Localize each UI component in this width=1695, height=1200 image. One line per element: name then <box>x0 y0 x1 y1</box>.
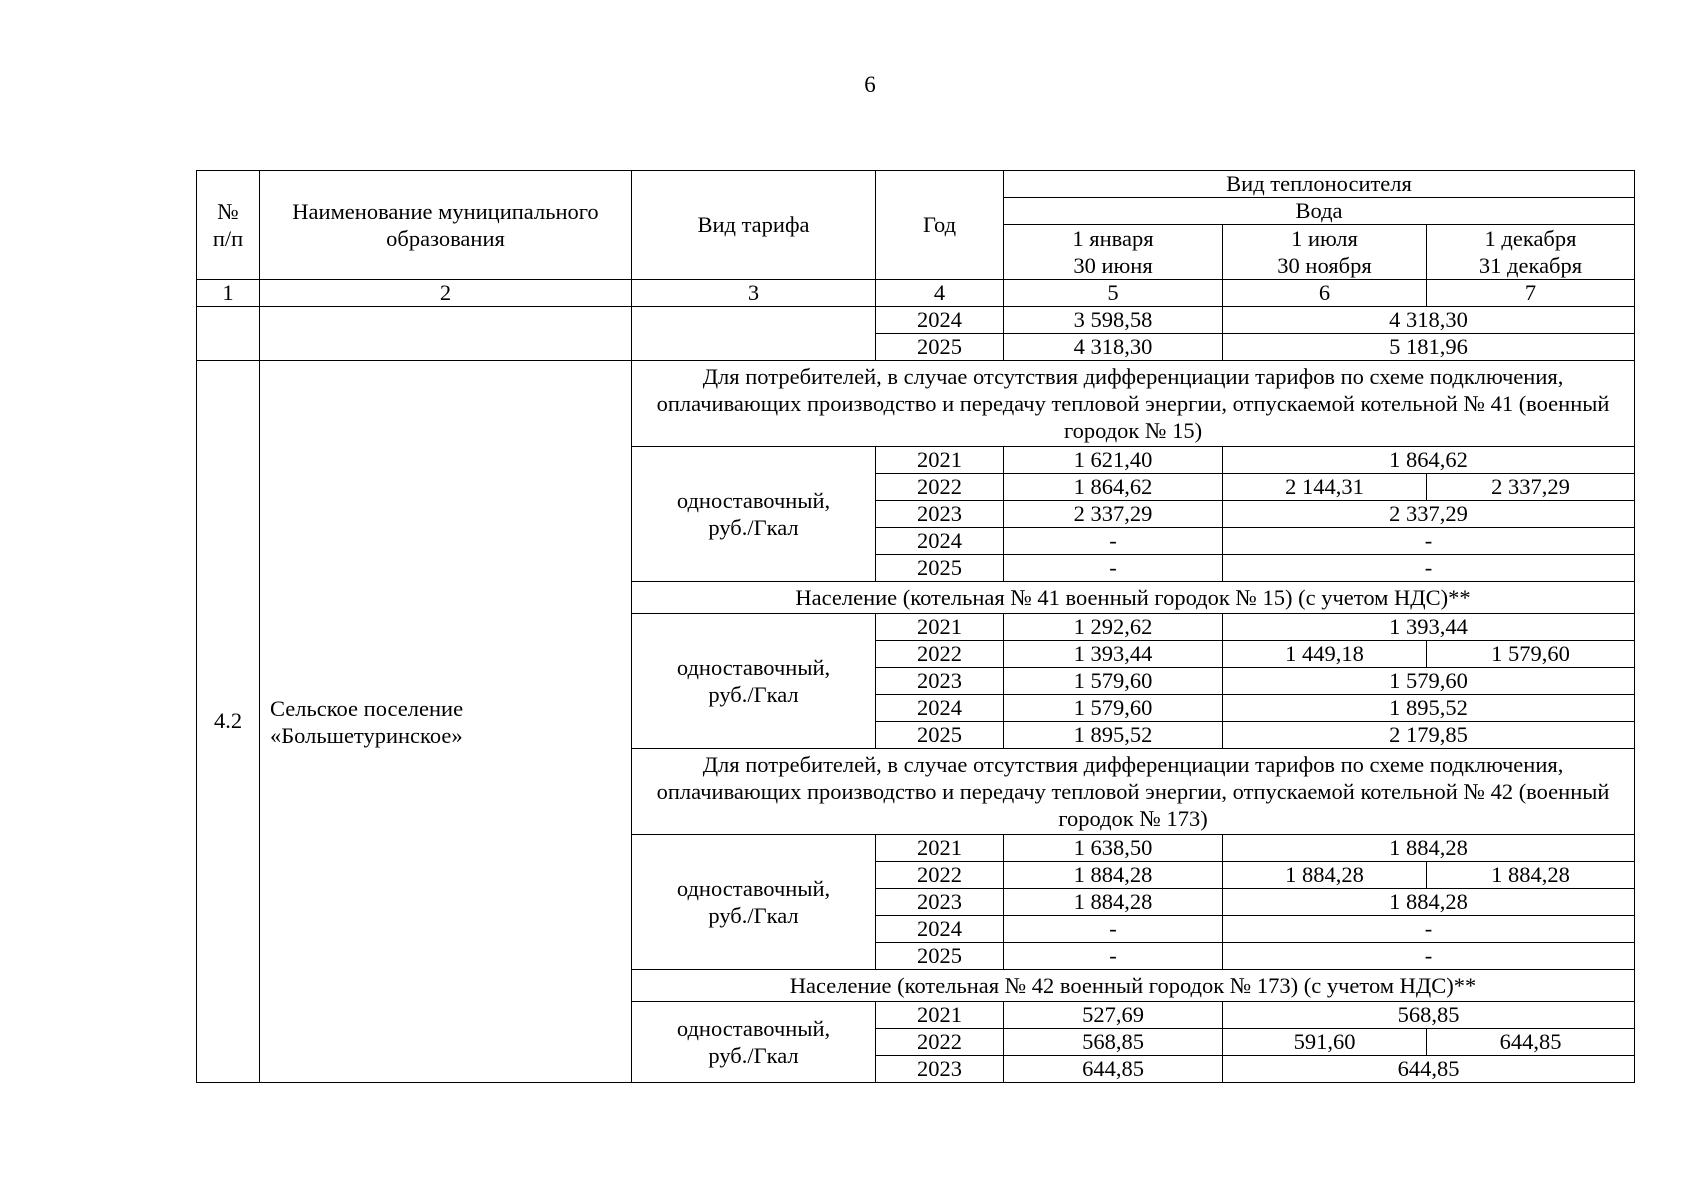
value-cell: 2 179,85 <box>1223 722 1635 749</box>
empty-cell <box>197 307 260 361</box>
value-cell: 644,85 <box>1004 1056 1223 1083</box>
section-title: Для потребителей, в случае отсутствия дифференциации тарифов по схеме подключения, оплачивающих производство и передачу тепловой энергии, отпускаемой котельной № 41 (военный городок № 15) <box>632 361 1635 447</box>
value-cell: 2 337,29 <box>1223 501 1635 528</box>
value-cell: 1 864,62 <box>1223 447 1635 474</box>
year-cell: 2023 <box>876 501 1004 528</box>
value-cell: 4 318,30 <box>1004 334 1223 361</box>
header-row-1 <box>197 171 1635 198</box>
year-cell: 2023 <box>876 1056 1004 1083</box>
column-number: 2 <box>260 280 632 307</box>
tariff-type-cell: одноставочный, руб./Гкал <box>632 835 876 970</box>
section-title-row <box>197 361 1635 447</box>
value-cell: 1 884,28 <box>1223 835 1635 862</box>
value-cell: 1 638,50 <box>1004 835 1223 862</box>
table-body <box>197 171 1635 1083</box>
section-title: Население (котельная № 41 военный городок № 15) (с учетом НДС)** <box>632 582 1635 614</box>
year-cell: 2021 <box>876 835 1004 862</box>
column-number: 3 <box>632 280 876 307</box>
value-cell: 1 579,60 <box>1004 695 1223 722</box>
value-cell: 527,69 <box>1004 1002 1223 1029</box>
value-cell: - <box>1004 916 1223 943</box>
value-cell: - <box>1223 555 1635 582</box>
municipality-name: Сельское поселение «Большетуринское» <box>260 361 632 1083</box>
value-cell: 1 864,62 <box>1004 474 1223 501</box>
value-cell: 644,85 <box>1223 1056 1635 1083</box>
value-cell: 1 621,40 <box>1004 447 1223 474</box>
value-cell: 1 884,28 <box>1004 862 1223 889</box>
year-cell: 2021 <box>876 1002 1004 1029</box>
column-number: 7 <box>1427 280 1635 307</box>
value-cell: 2 144,31 <box>1223 474 1427 501</box>
header-period-3: 1 декабря 31 декабря <box>1427 225 1635 280</box>
header-period-1: 1 января 30 июня <box>1004 225 1223 280</box>
value-cell: 568,85 <box>1223 1002 1635 1029</box>
year-cell: 2021 <box>876 447 1004 474</box>
value-cell: 4 318,30 <box>1223 307 1635 334</box>
value-cell: 5 181,96 <box>1223 334 1635 361</box>
header-tariff-type: Вид тарифа <box>632 171 876 280</box>
page-number: 6 <box>864 72 876 97</box>
value-cell: 2 337,29 <box>1427 474 1635 501</box>
tariff-type-cell: одноставочный, руб./Гкал <box>632 614 876 749</box>
entry-number: 4.2 <box>197 361 260 1083</box>
year-cell: 2025 <box>876 722 1004 749</box>
value-cell: 644,85 <box>1427 1029 1635 1056</box>
header-period-2: 1 июля 30 ноября <box>1223 225 1427 280</box>
header-water: Вода <box>1004 198 1635 225</box>
value-cell: 568,85 <box>1004 1029 1223 1056</box>
header-year: Год <box>876 171 1004 280</box>
header-num: № п/п <box>197 171 260 280</box>
column-number-row <box>197 280 1635 307</box>
year-cell: 2024 <box>876 528 1004 555</box>
value-cell: 1 895,52 <box>1004 722 1223 749</box>
value-cell: - <box>1004 555 1223 582</box>
column-number: 4 <box>876 280 1004 307</box>
year-cell: 2023 <box>876 668 1004 695</box>
carryover-row <box>197 307 1635 334</box>
year-cell: 2024 <box>876 307 1004 334</box>
header-municipality: Наименование муниципального образования <box>260 171 632 280</box>
value-cell: 1 895,52 <box>1223 695 1635 722</box>
year-cell: 2022 <box>876 1029 1004 1056</box>
year-cell: 2024 <box>876 916 1004 943</box>
year-cell: 2025 <box>876 555 1004 582</box>
value-cell: 1 292,62 <box>1004 614 1223 641</box>
value-cell: 1 579,60 <box>1427 641 1635 668</box>
header-heat-carrier: Вид теплоносителя <box>1004 171 1635 198</box>
value-cell: 2 337,29 <box>1004 501 1223 528</box>
value-cell: 1 884,28 <box>1004 889 1223 916</box>
year-cell: 2021 <box>876 614 1004 641</box>
value-cell: 1 393,44 <box>1004 641 1223 668</box>
tariff-table <box>196 170 1635 1083</box>
year-cell: 2023 <box>876 889 1004 916</box>
column-number: 6 <box>1223 280 1427 307</box>
value-cell: 1 884,28 <box>1427 862 1635 889</box>
value-cell: 3 598,58 <box>1004 307 1223 334</box>
year-cell: 2022 <box>876 474 1004 501</box>
value-cell: - <box>1223 528 1635 555</box>
year-cell: 2025 <box>876 943 1004 970</box>
tariff-type-cell: одноставочный, руб./Гкал <box>632 1002 876 1083</box>
tariff-type-cell: одноставочный, руб./Гкал <box>632 447 876 582</box>
value-cell: - <box>1004 943 1223 970</box>
year-cell: 2022 <box>876 862 1004 889</box>
empty-cell <box>632 307 876 361</box>
column-number: 1 <box>197 280 260 307</box>
value-cell: 1 579,60 <box>1004 668 1223 695</box>
section-title: Население (котельная № 42 военный городок № 173) (с учетом НДС)** <box>632 970 1635 1002</box>
column-number: 5 <box>1004 280 1223 307</box>
value-cell: - <box>1223 943 1635 970</box>
value-cell: 1 393,44 <box>1223 614 1635 641</box>
value-cell: - <box>1223 916 1635 943</box>
value-cell: 1 449,18 <box>1223 641 1427 668</box>
value-cell: 1 884,28 <box>1223 862 1427 889</box>
value-cell: 591,60 <box>1223 1029 1427 1056</box>
value-cell: 1 884,28 <box>1223 889 1635 916</box>
empty-cell <box>260 307 632 361</box>
year-cell: 2024 <box>876 695 1004 722</box>
year-cell: 2022 <box>876 641 1004 668</box>
value-cell: - <box>1004 528 1223 555</box>
value-cell: 1 579,60 <box>1223 668 1635 695</box>
year-cell: 2025 <box>876 334 1004 361</box>
section-title: Для потребителей, в случае отсутствия дифференциации тарифов по схеме подключения, оплачивающих производство и передачу тепловой энергии, отпускаемой котельной № 42 (военный городок № 173) <box>632 749 1635 835</box>
